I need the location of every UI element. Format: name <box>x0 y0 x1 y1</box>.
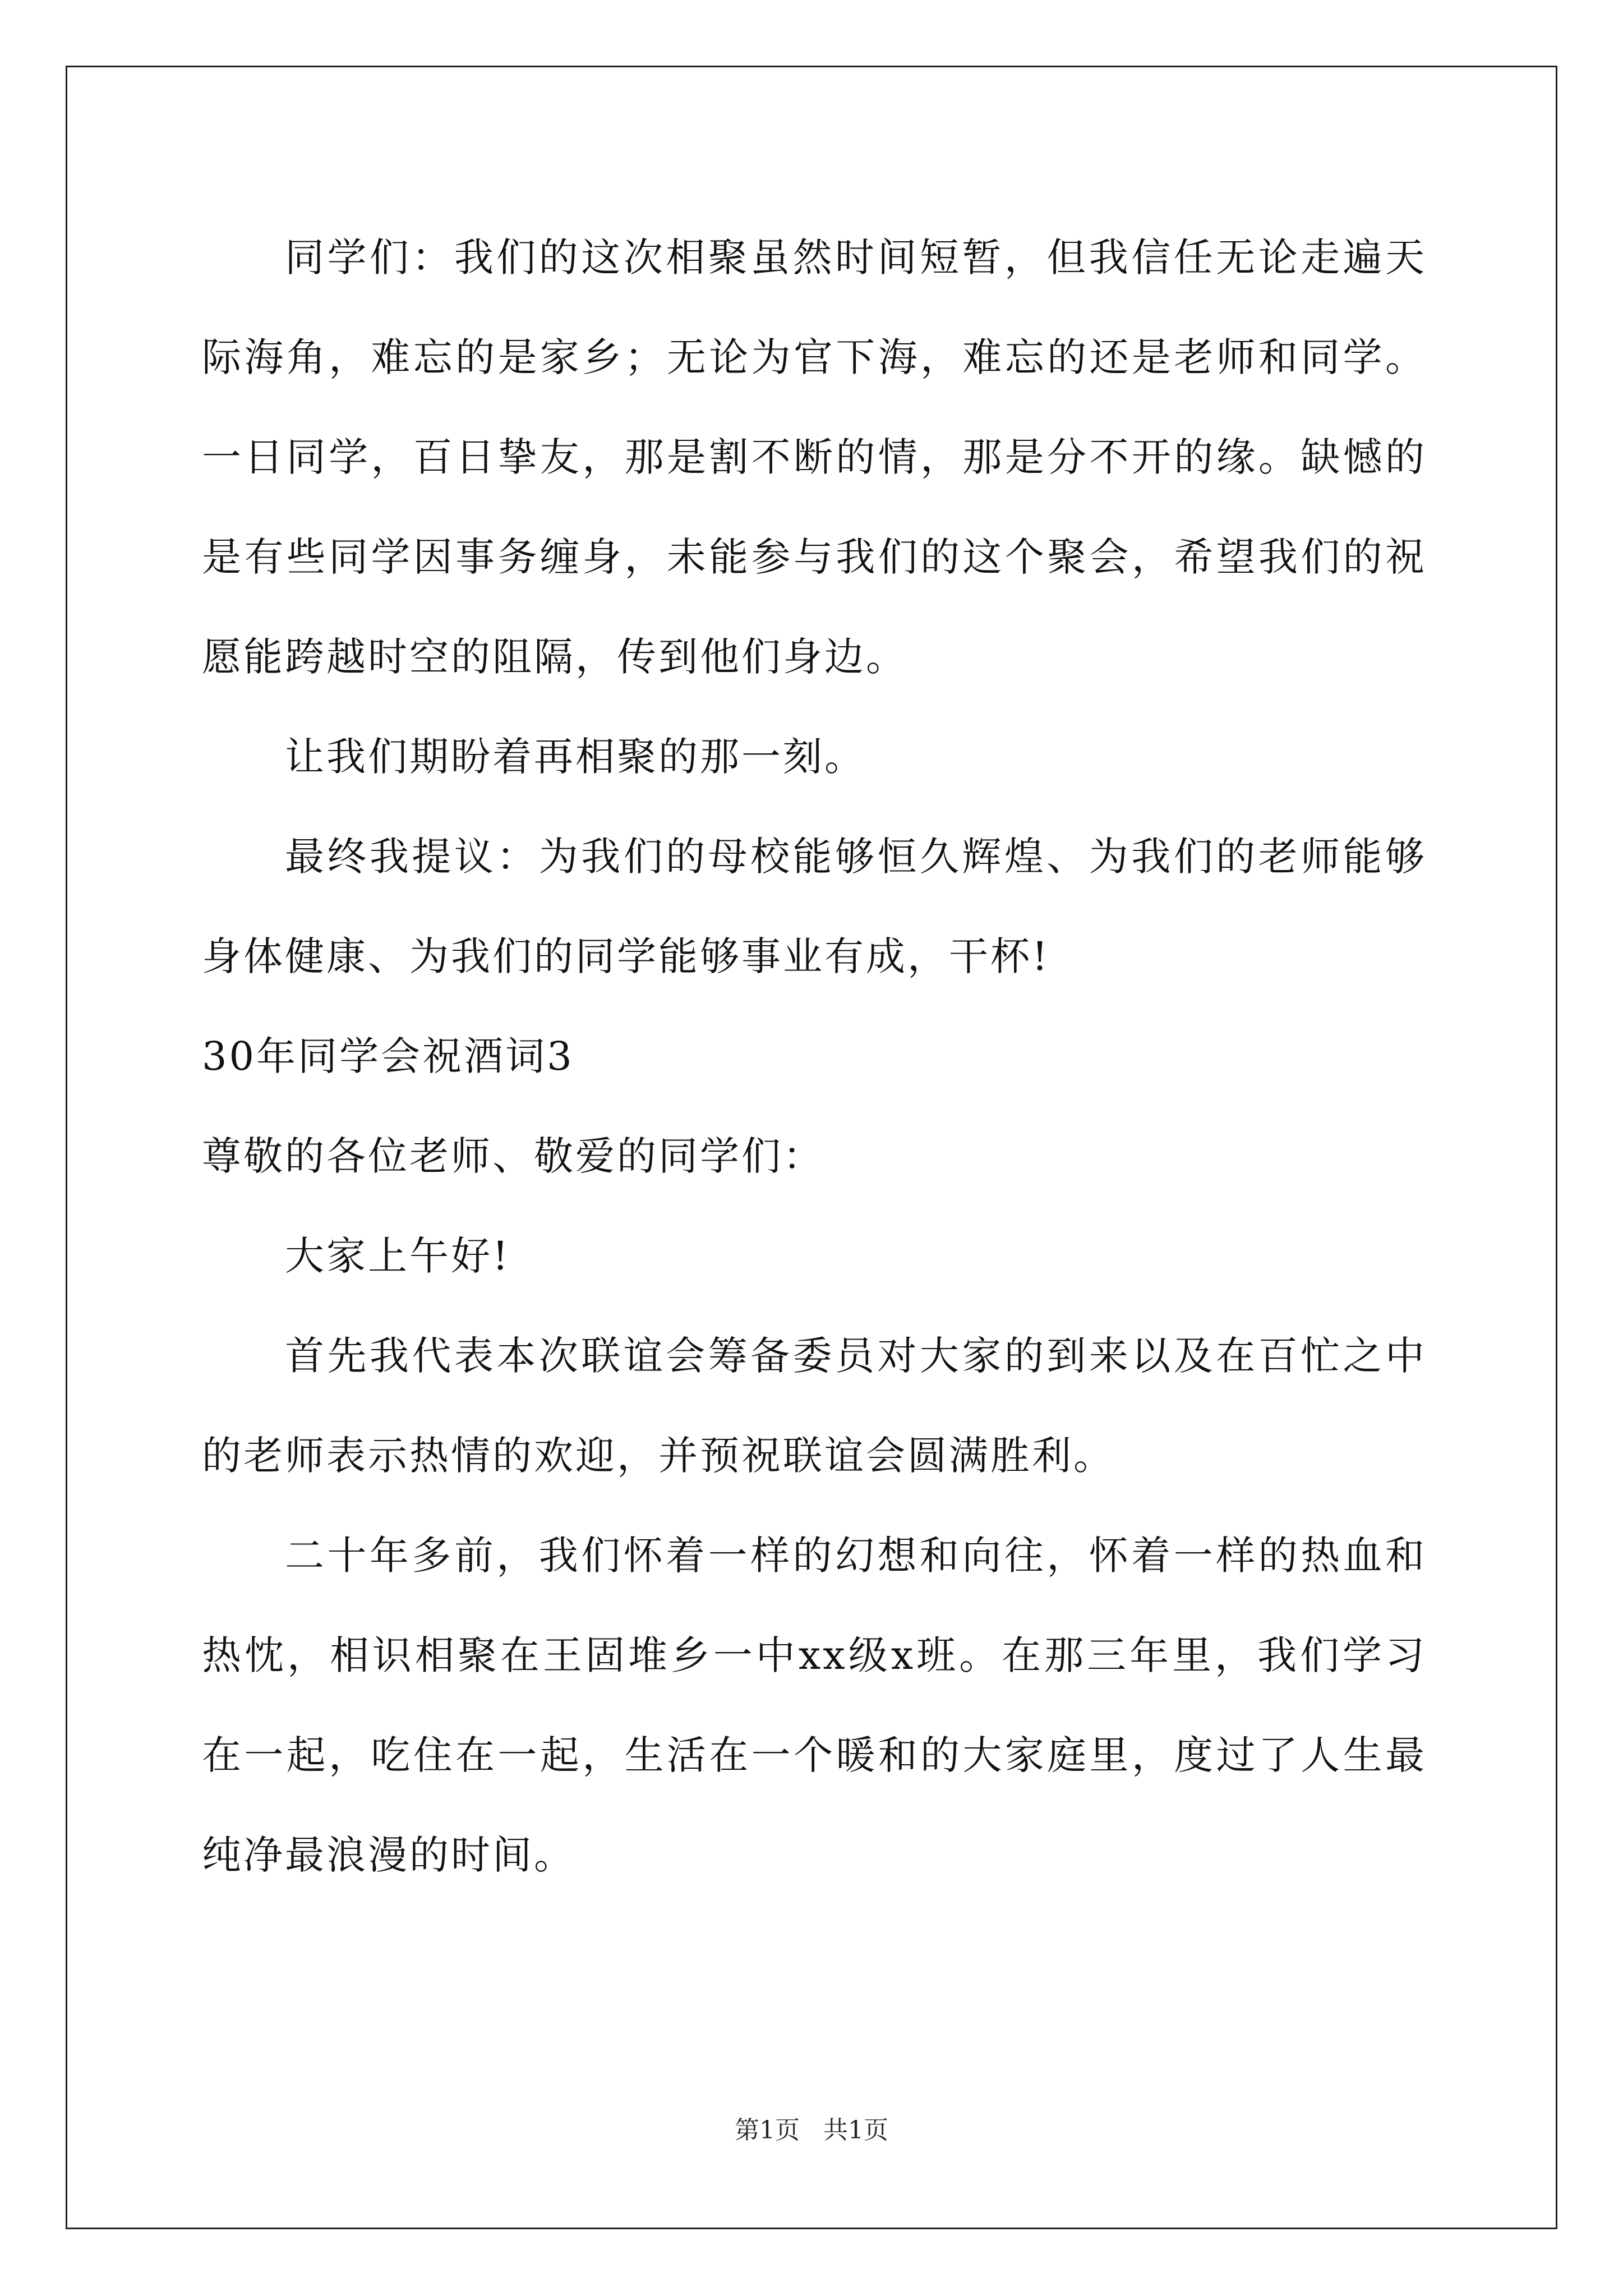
paragraph: 同学们：我们的这次相聚虽然时间短暂，但我信任无论走遍天际海角，难忘的是家乡；无论为官下海，难忘的还是老师和同学。一日同学，百日挚友，那是割不断的情，那是分不开的缘。缺憾的是有些同学因事务缠身，未能参与我们的这个聚会，希望我们的祝愿能跨越时空的阻隔，传到他们身边。 <box>202 234 1427 680</box>
salutation: 尊敬的各位老师、敬爱的同学们： <box>202 1133 824 1179</box>
document-body <box>202 208 1427 1905</box>
paragraph: 大家上午好! <box>285 1233 511 1279</box>
paragraph: 二十年多前，我们怀着一样的幻想和向往，怀着一样的热血和热忱，相识相聚在王固堆乡一中xx级x班。在那三年里，我们学习在一起，吃住在一起，生活在一个暖和的大家庭里，度过了人生最纯净最浪漫的时间。 <box>202 1533 1427 1878</box>
section-heading: 30年同学会祝酒词3 <box>202 1033 574 1079</box>
page-footer: 第1页 共1页 <box>735 2116 888 2145</box>
paragraph: 最终我提议：为我们的母校能够恒久辉煌、为我们的老师能够身体健康、为我们的同学能够事业有成，干杯! <box>202 834 1427 979</box>
paragraph: 首先我代表本次联谊会筹备委员对大家的到来以及在百忙之中的老师表示热情的欢迎，并预祝联谊会圆满胜利。 <box>202 1333 1427 1479</box>
paragraph: 让我们期盼着再相聚的那一刻。 <box>285 734 866 780</box>
